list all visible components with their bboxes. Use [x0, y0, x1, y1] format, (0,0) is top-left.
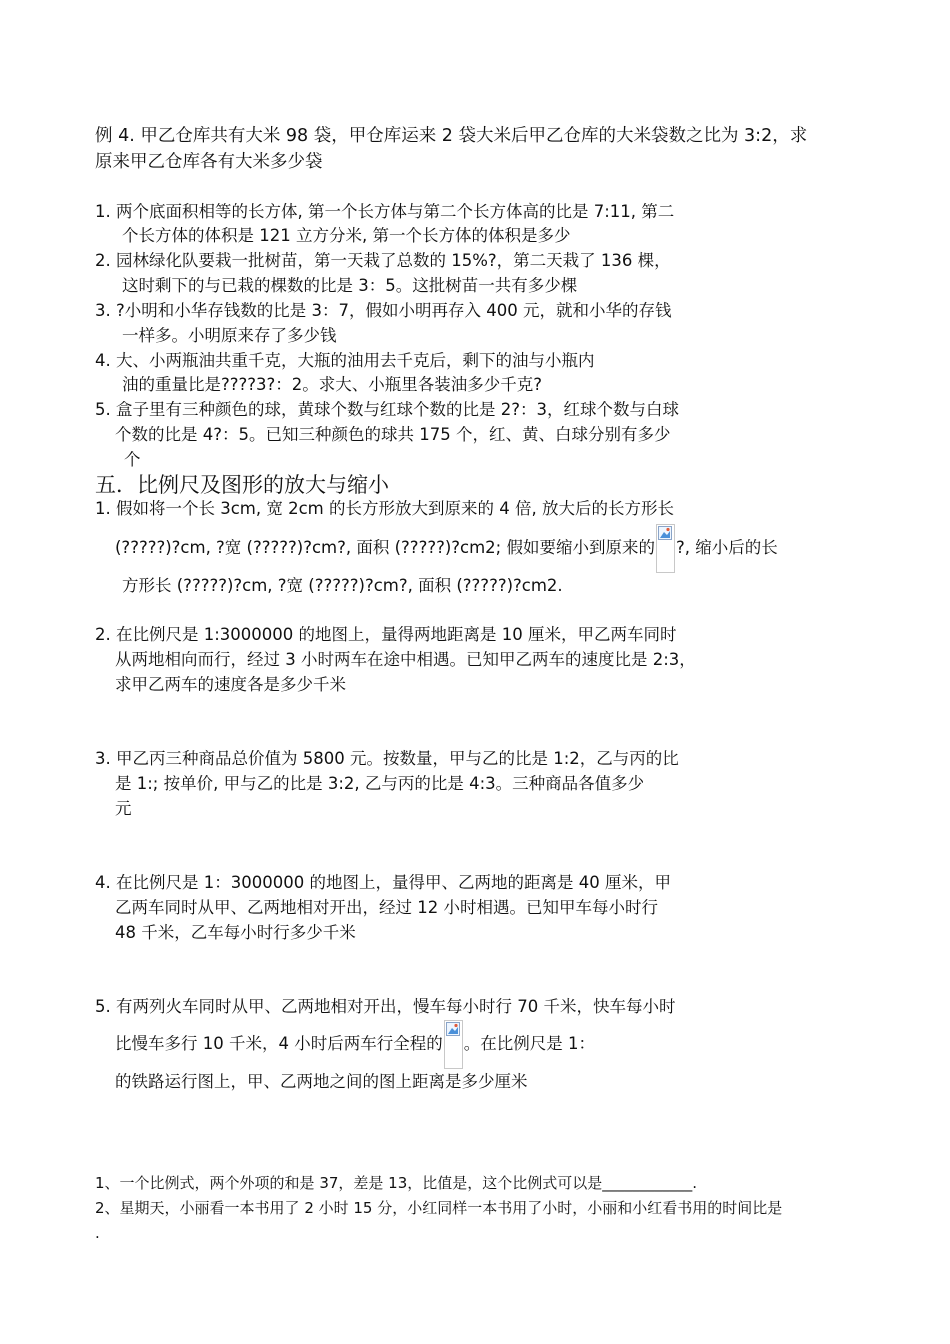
- section-5-q3-line-1: 3. 甲乙丙三种商品总价值为 5800 元。按数量，甲与乙的比是 1:2，乙与丙的比: [95, 749, 679, 768]
- broken-image-icon: [446, 1022, 460, 1036]
- fraction-image-placeholder: [656, 524, 675, 573]
- exercise-5-line-3: 个: [124, 450, 141, 469]
- exercise-5-line-2: 个数的比是 4?：5。已知三种颜色的球共 175 个，红、黄、白球分别有多少: [115, 425, 671, 444]
- broken-image-icon: [658, 526, 672, 540]
- section-5-q1-line-2: [115, 524, 778, 573]
- fraction-image-placeholder: [444, 1020, 463, 1069]
- section-5-q5-line-3: 的铁路运行图上，甲、乙两地之间的图上距离是多少厘米: [115, 1072, 528, 1091]
- exercise-1-line-2: 个长方体的体积是 121 立方分米, 第一个长方体的体积是多少: [122, 226, 571, 245]
- section-5-q3-line-3: 元: [115, 799, 132, 818]
- section-5-q5-line-2-start: 比慢车多行 10 千米，4 小时后两车行全程的: [115, 1034, 443, 1053]
- exercise-2-line-2: 这时剩下的与已栽的棵数的比是 3：5。这批树苗一共有多少棵: [122, 276, 578, 295]
- exercise-1-line-1: 1. 两个底面积相等的长方体, 第一个长方体与第二个长方体高的比是 7:11, 第二: [95, 202, 675, 221]
- example-line-1: 例 4. 甲乙仓库共有大米 98 袋，甲仓库运来 2 袋大米后甲乙仓库的大米袋数之比为 3:2，求: [95, 126, 808, 146]
- exercise-2-line-1: 2. 园林绿化队要栽一批树苗，第一天栽了总数的 15%?，第二天栽了 136 棵，: [95, 251, 671, 270]
- section-5-q5-line-2-end: 。在比例尺是 1：: [463, 1034, 595, 1053]
- section-5-q4-line-1: 4. 在比例尺是 1：3000000 的地图上，量得甲、乙两地的距离是 40 厘米，甲: [95, 873, 671, 892]
- exercise-4-line-2: 油的重量比是????3?：2。求大、小瓶里各装油多少千克?: [122, 375, 543, 394]
- section-5-q1-line-1: 1. 假如将一个长 3cm, 宽 2cm 的长方形放大到原来的 4 倍, 放大后的长方形长: [95, 499, 674, 518]
- exercise-5-line-1: 5. 盒子里有三种颜色的球，黄球个数与红球个数的比是 2?：3，红球个数与白球: [95, 400, 679, 419]
- section-5-q1-line-2-start: (?????)?cm, ?宽 (?????)?cm?, 面积 (?????)?cm2; 假如要缩小到原来的: [115, 538, 655, 557]
- section-5-q2-line-1: 2. 在比例尺是 1:3000000 的地图上，量得两地距离是 10 厘米，甲乙两车同时: [95, 625, 677, 644]
- section-5-q2-line-2: 从两地相向而行，经过 3 小时两车在途中相遇。已知甲乙两车的速度比是 2:3，: [115, 650, 696, 669]
- fill-blank-q2-tail: .: [95, 1224, 100, 1242]
- section-5-heading: 五．比例尺及图形的放大与缩小: [95, 473, 389, 497]
- exercise-3-line-2: 一样多。小明原来存了多少钱: [122, 326, 337, 345]
- section-5-q1-line-2-end: ?, 缩小后的长: [675, 538, 778, 557]
- section-5-q2-line-3: 求甲乙两车的速度各是多少千米: [115, 675, 346, 694]
- example-line-2: 原来甲乙仓库各有大米多少袋: [95, 152, 323, 172]
- section-5-q3-line-2: 是 1:; 按单价, 甲与乙的比是 3:2, 乙与丙的比是 4:3。三种商品各值多少: [115, 774, 645, 793]
- fill-blank-q2: 2、星期天，小丽看一本书用了 2 小时 15 分，小红同样一本书用了小时，小丽和小红看书用的时间比是: [95, 1199, 783, 1217]
- exercise-3-line-1: 3. ?小明和小华存钱数的比是 3：7，假如小明再存入 400 元，就和小华的存钱: [95, 301, 672, 320]
- exercise-4-line-1: 4. 大、小两瓶油共重千克，大瓶的油用去千克后，剩下的油与小瓶内: [95, 351, 595, 370]
- fill-blank-q1: 1、一个比例式，两个外项的和是 37，差是 13，比值是，这个比例式可以是____________.: [95, 1174, 698, 1192]
- section-5-q1-line-3: 方形长 (?????)?cm, ?宽 (?????)?cm?, 面积 (?????)?cm2.: [122, 576, 563, 595]
- section-5-q4-line-2: 乙两车同时从甲、乙两地相对开出，经过 12 小时相遇。已知甲车每小时行: [115, 898, 658, 917]
- section-5-q5-line-1: 5. 有两列火车同时从甲、乙两地相对开出，慢车每小时行 70 千米，快车每小时: [95, 997, 676, 1016]
- section-5-q5-line-2: [115, 1020, 595, 1069]
- section-5-q4-line-3: 48 千米，乙车每小时行多少千米: [115, 923, 356, 942]
